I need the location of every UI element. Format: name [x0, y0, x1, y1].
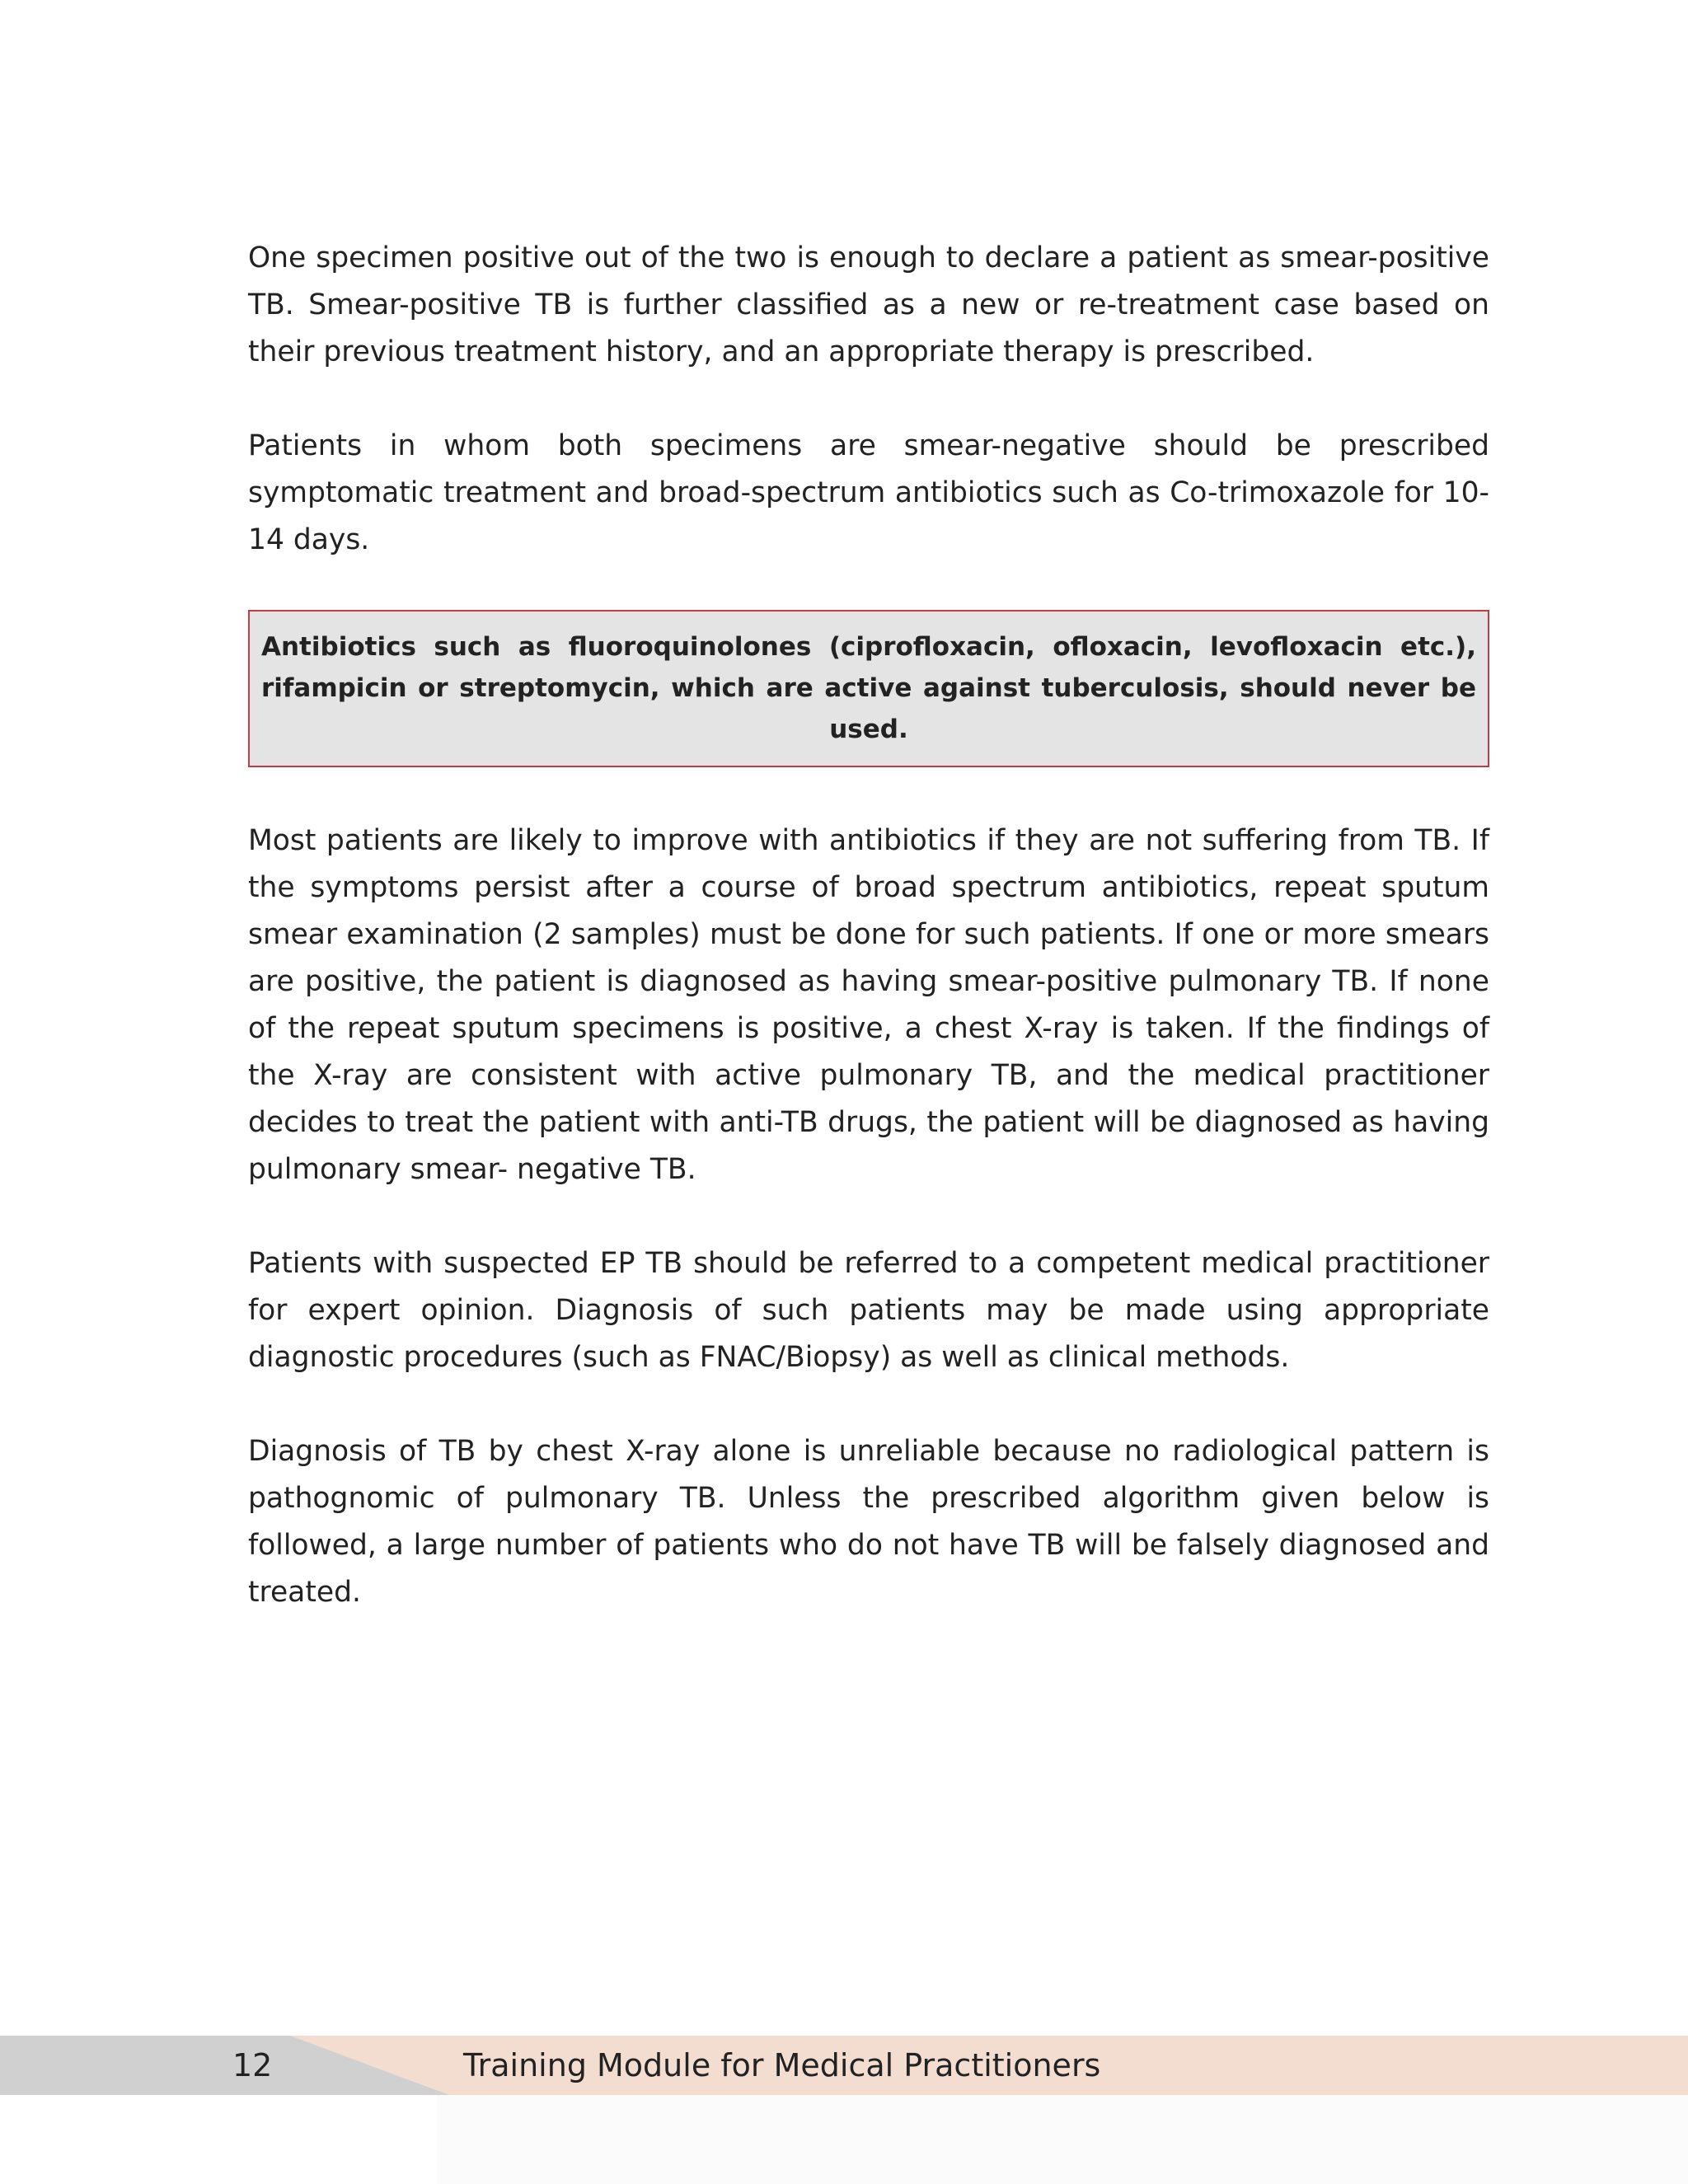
- page-bottom-margin: [0, 2095, 1688, 2184]
- warning-callout: [248, 610, 1489, 767]
- page-footer: [0, 2036, 1688, 2095]
- footer-tab-shape: [0, 2036, 449, 2095]
- paragraph-smear-negative: Patients in whom both specimens are smear-negative should be prescribed symptomatic treatment and broad-spectrum antibiotics such as Co-trimoxazole for 10-14 days.: [248, 429, 1489, 556]
- spacer: [248, 1193, 1489, 1240]
- page-bottom-panel: [437, 2095, 1688, 2184]
- paragraph-antibiotic-response: Most patients are likely to improve with antibiotics if they are not suffering from TB. If the symptoms persist after a course of broad spectrum antibiotics, repeat sputum smear examination (2 samples) must be done for such patients. If one or more smears are positive, the patient is diagnosed as having smear-positive pulmonary TB. If none of the repeat sputum specimens is positive, a chest X-ray is taken. If the findings of the X-ray are consistent with active pulmonary TB, and the medical practitioner decides to treat the patient with anti-TB drugs, the patient will be diagnosed as having pulmonary smear- negative TB.: [248, 824, 1489, 1186]
- spacer: [248, 564, 1489, 610]
- warning-callout-text: Antibiotics such as fluoroquinolones (ciprofloxacin, ofloxacin, levofloxacin etc.), rifampicin or streptomycin, which are active against tuberculosis, should never be used.: [261, 632, 1476, 744]
- spacer: [248, 376, 1489, 423]
- paragraph-ep-tb: Patients with suspected EP TB should be referred to a competent medical practitioner for expert opinion. Diagnosis of such patients may be made using appropriate diagnostic procedures (such as FNAC/Biopsy) as well as clinical methods.: [248, 1247, 1489, 1374]
- footer-title: Training Module for Medical Practitioners: [463, 2047, 1101, 2083]
- page-content: [248, 235, 1489, 1616]
- spacer: [248, 1381, 1489, 1428]
- page-number: 12: [232, 2047, 273, 2083]
- paragraph-smear-positive: One specimen positive out of the two is enough to declare a patient as smear-positive TB. Smear-positive TB is further classified as a new or re-treatment case based on their previous treatment history, and an appropriate therapy is prescribed.: [248, 241, 1489, 368]
- paragraph-chest-xray: Diagnosis of TB by chest X-ray alone is unreliable because no radiological pattern is pathognomic of pulmonary TB. Unless the prescribed algorithm given below is followed, a large number of patients who do not have TB will be falsely diagnosed and treated.: [248, 1435, 1489, 1609]
- spacer: [248, 767, 1489, 818]
